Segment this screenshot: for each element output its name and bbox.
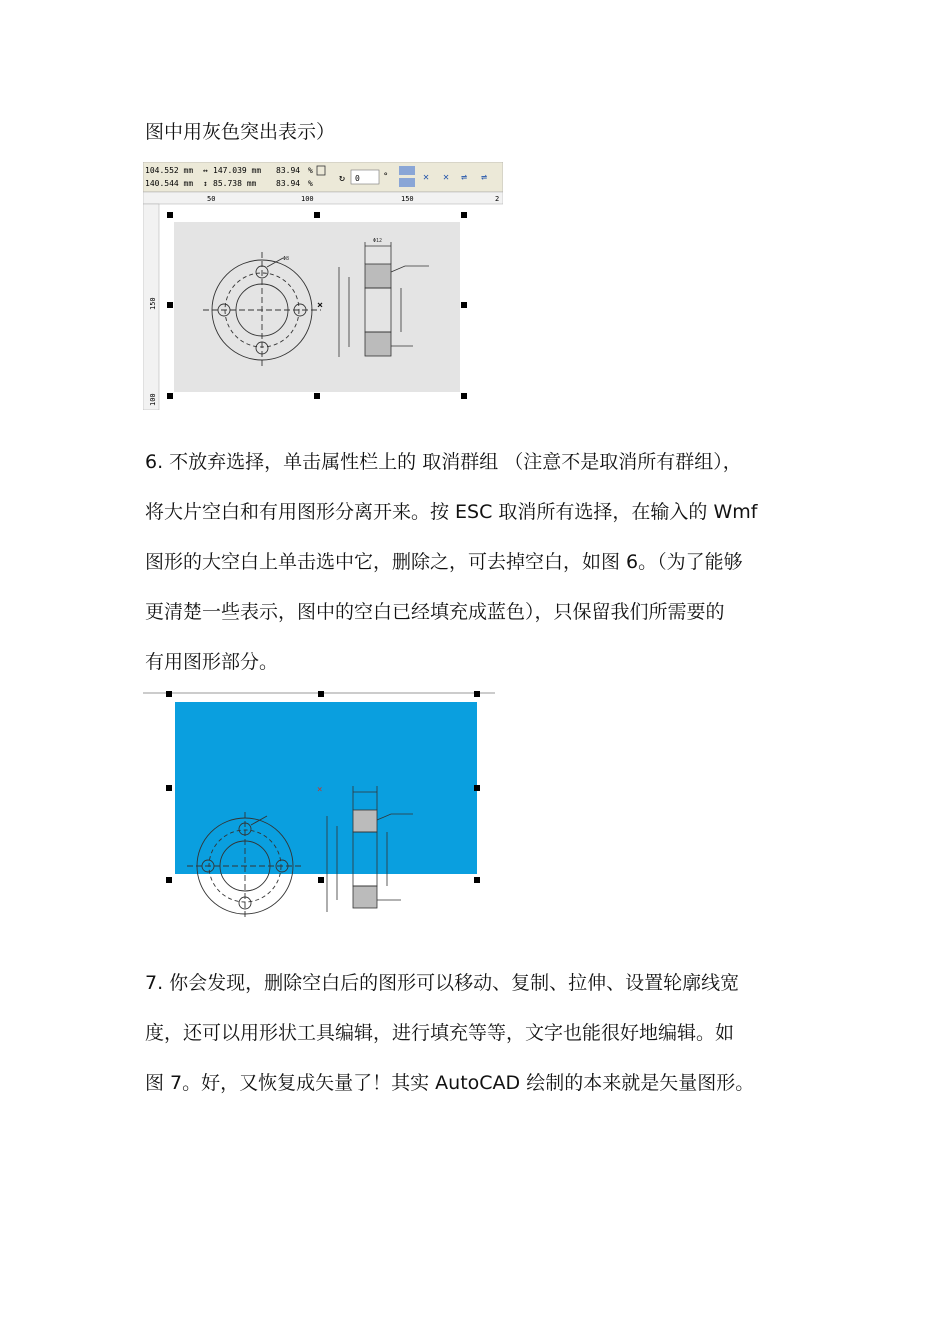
height-arrow-icon: ↕ — [203, 179, 208, 188]
svg-text:150: 150 — [149, 297, 157, 310]
degree-label: ° — [383, 172, 389, 182]
x-position-field[interactable]: 104.552 mm — [145, 166, 194, 175]
figure-blue-blank-area — [143, 686, 495, 928]
y-position-field[interactable]: 140.544 mm — [145, 179, 194, 188]
hole-dim-label: Φ8 — [283, 256, 290, 262]
svg-text:2: 2 — [495, 195, 500, 203]
scale-y-field[interactable]: 83.94 — [276, 179, 301, 188]
paragraph-step-6: 6. 不放弃选择，单击属性栏上的 取消群组 （注意不是取消所有群组）， 将大片空白和有用图形分离开来。按 ESC 取消所有选择，在输入的 Wmf 图形的大空白上单击选中它，删除之，可去掉空白，如图 6。（为了能够 更清楚一些表示，图中的空白已经填充成蓝色），只保留我们所需要的 有用图形部分。 — [145, 451, 758, 673]
mirror-h-icon[interactable] — [399, 166, 415, 175]
svg-text:✕: ✕ — [443, 172, 450, 183]
horizontal-ruler — [143, 192, 503, 204]
caption-top: 图中用灰色突出表示） — [145, 121, 336, 143]
center-mark-icon: × — [317, 785, 323, 795]
property-bar — [143, 162, 503, 192]
svg-text:✕: ✕ — [423, 172, 430, 183]
rotation-value: 0 — [355, 174, 360, 183]
width-arrow-icon: ↔ — [203, 166, 208, 175]
center-mark-icon: × — [317, 300, 324, 311]
svg-text:50: 50 — [207, 195, 216, 203]
width-field[interactable]: 147.039 mm — [213, 166, 262, 175]
svg-text:⇌: ⇌ — [461, 172, 468, 183]
svg-text:150: 150 — [401, 195, 414, 203]
blue-blank-area[interactable] — [175, 702, 477, 874]
section-dim-label: Φ12 — [373, 238, 383, 244]
percent-label: % — [308, 166, 313, 175]
svg-text:100: 100 — [301, 195, 314, 203]
rotate-icon: ↻ — [339, 173, 346, 184]
height-field[interactable]: 85.738 mm — [213, 179, 257, 188]
figure-coreldraw-gray-selection — [143, 162, 503, 410]
svg-text:⇌: ⇌ — [481, 172, 488, 183]
svg-text:100: 100 — [149, 393, 157, 406]
mirror-v-icon[interactable] — [399, 178, 415, 187]
paragraph-step-7: 7. 你会发现，删除空白后的图形可以移动、复制、拉伸、设置轮廓线宽 度，还可以用形状工具编辑，进行填充等等，文字也能很好地编辑。如 图 7。好，又恢复成矢量了！其实 AutoCAD 绘制的本来就是矢量图形。 — [145, 972, 755, 1094]
percent-label: % — [308, 179, 313, 188]
vertical-ruler — [143, 204, 159, 410]
scale-x-field[interactable]: 83.94 — [276, 166, 301, 175]
